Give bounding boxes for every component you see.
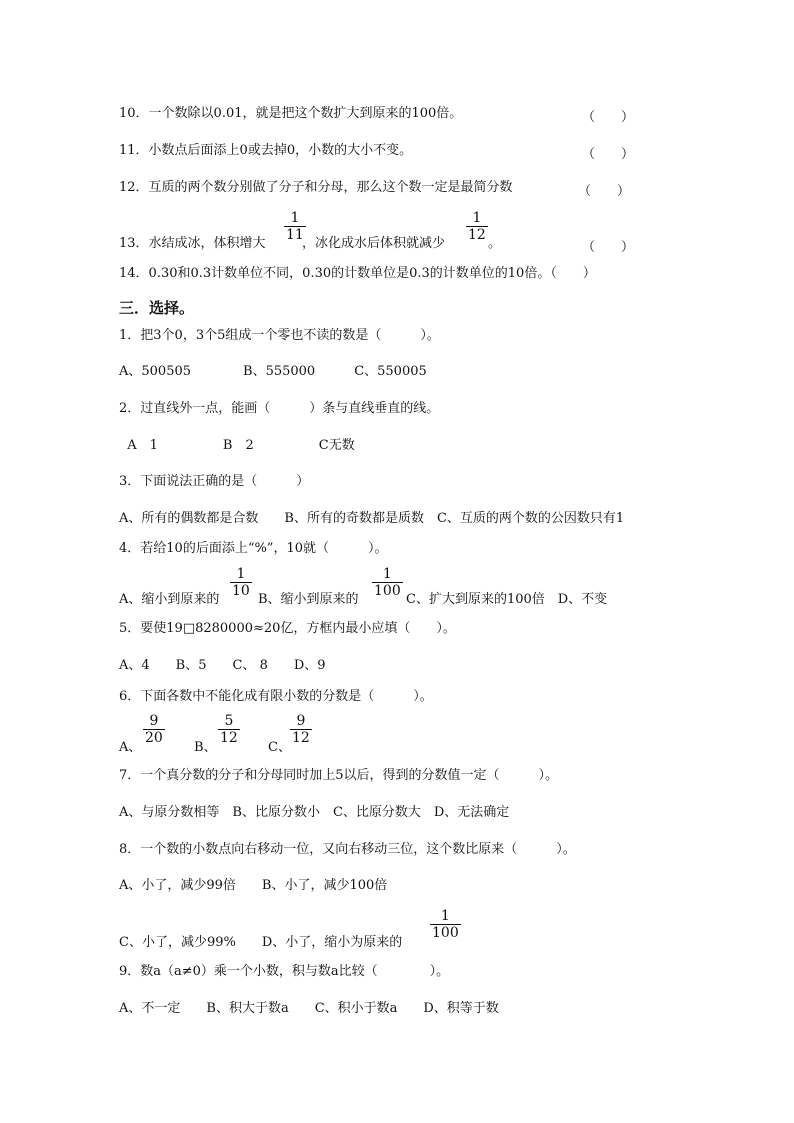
question-4-stem: 4．若给10的后面添上“%”，10就（ ）。	[119, 541, 388, 556]
question-4-option-a: A、缩小到原来的	[119, 592, 220, 607]
question-9-options: A、不一定 B、积大于数a C、积小于数a D、积等于数	[119, 1001, 499, 1016]
answer-paren-11[interactable]: （ ）	[582, 147, 635, 162]
question-2-stem: 2．过直线外一点，能画（ ）条与直线垂直的线。	[119, 401, 440, 416]
question-6-option-b-label: B、	[194, 740, 217, 755]
judgment-item-14: 14．0.30和0.3计数单位不同，0.30的计数单位是0.3的计数单位的10倍。（ ）	[119, 266, 596, 281]
fraction-1-100-d	[430, 908, 461, 941]
fraction-1-10	[230, 566, 252, 599]
fraction-denominator: 100	[432, 925, 459, 941]
judgment-item-13-part-a: 13．水结成冰，体积增大	[119, 236, 266, 251]
judgment-item-11: 11．小数点后面添上0或去掉0，小数的大小不变。	[119, 143, 413, 158]
fraction-9-12	[290, 713, 312, 746]
fraction-numerator: 1	[382, 566, 392, 582]
question-3-stem: 3．下面说法正确的是（ ）	[119, 474, 310, 489]
fraction-denominator: 10	[232, 583, 250, 599]
question-2-options: A 1 B 2 C无数	[119, 438, 355, 453]
answer-paren-10[interactable]: （ ）	[582, 110, 635, 125]
question-7-stem: 7．一个真分数的分子和分母同时加上5以后，得到的分数值一定（ ）。	[119, 768, 559, 783]
question-7-options: A、与原分数相等 B、比原分数小 C、比原分数大 D、无法确定	[119, 805, 510, 820]
judgment-item-13-part-b: ，冰化成水后体积就减少	[302, 236, 446, 251]
fraction-1-100	[372, 566, 403, 599]
answer-paren-13[interactable]: （ ）	[582, 240, 635, 255]
judgment-item-13-part-c: 。	[488, 236, 502, 251]
fraction-denominator: 12	[292, 730, 310, 746]
fraction-numerator: 1	[290, 210, 300, 226]
fraction-1-12	[466, 210, 488, 243]
fraction-9-20	[143, 713, 165, 746]
question-6-option-c-label: C、	[268, 740, 291, 755]
fraction-denominator: 12	[220, 730, 238, 746]
fraction-denominator: 11	[286, 227, 304, 243]
section-title: 三．选择。	[119, 299, 195, 317]
question-9-stem: 9．数a（a≠0）乘一个小数，积与数a比较（ ）。	[119, 964, 450, 979]
question-6-stem: 6．下面各数中不能化成有限小数的分数是（ ）。	[119, 689, 433, 704]
answer-paren-12[interactable]: （ ）	[578, 184, 631, 199]
fraction-numerator: 1	[236, 566, 246, 582]
fraction-numerator: 9	[296, 713, 306, 729]
fraction-numerator: 1	[472, 210, 482, 226]
question-6-option-a-label: A、	[119, 740, 142, 755]
fraction-denominator: 100	[374, 583, 401, 599]
question-1-stem: 1．把3个0，3个5组成一个零也不读的数是（ ）。	[119, 328, 440, 343]
question-1-options: A、500505 B、555000 C、550005	[119, 364, 427, 379]
question-8-options-cd: C、小了，减少99% D、小了，缩小为原来的	[119, 935, 403, 950]
judgment-item-12: 12．互质的两个数分别做了分子和分母，那么这个数一定是最简分数	[119, 180, 513, 195]
judgment-item-10: 10．一个数除以0.01，就是把这个数扩大到原来的100倍。	[119, 106, 463, 121]
question-5-stem: 5．要使19□8280000≈20亿，方框内最小应填（ ）。	[119, 621, 456, 636]
question-5-options: A、4 B、5 C、 8 D、9	[119, 658, 326, 673]
fraction-numerator: 9	[149, 713, 159, 729]
fraction-denominator: 12	[468, 227, 486, 243]
question-8-options-ab: A、小了，减少99倍 B、小了，减少100倍	[119, 878, 388, 893]
fraction-5-12	[218, 713, 240, 746]
question-4-option-b: B、缩小到原来的	[258, 592, 359, 607]
fraction-numerator: 1	[440, 908, 450, 924]
fraction-numerator: 5	[224, 713, 234, 729]
question-3-options: A、所有的偶数都是合数 B、所有的奇数都是质数 C、互质的两个数的公因数只有1	[119, 511, 625, 526]
question-8-stem: 8．一个数的小数点向右移动一位，又向右移动三位，这个数比原来（ ）。	[119, 842, 576, 857]
question-4-option-cd: C、扩大到原来的100倍 D、不变	[406, 592, 608, 607]
fraction-denominator: 20	[145, 730, 163, 746]
